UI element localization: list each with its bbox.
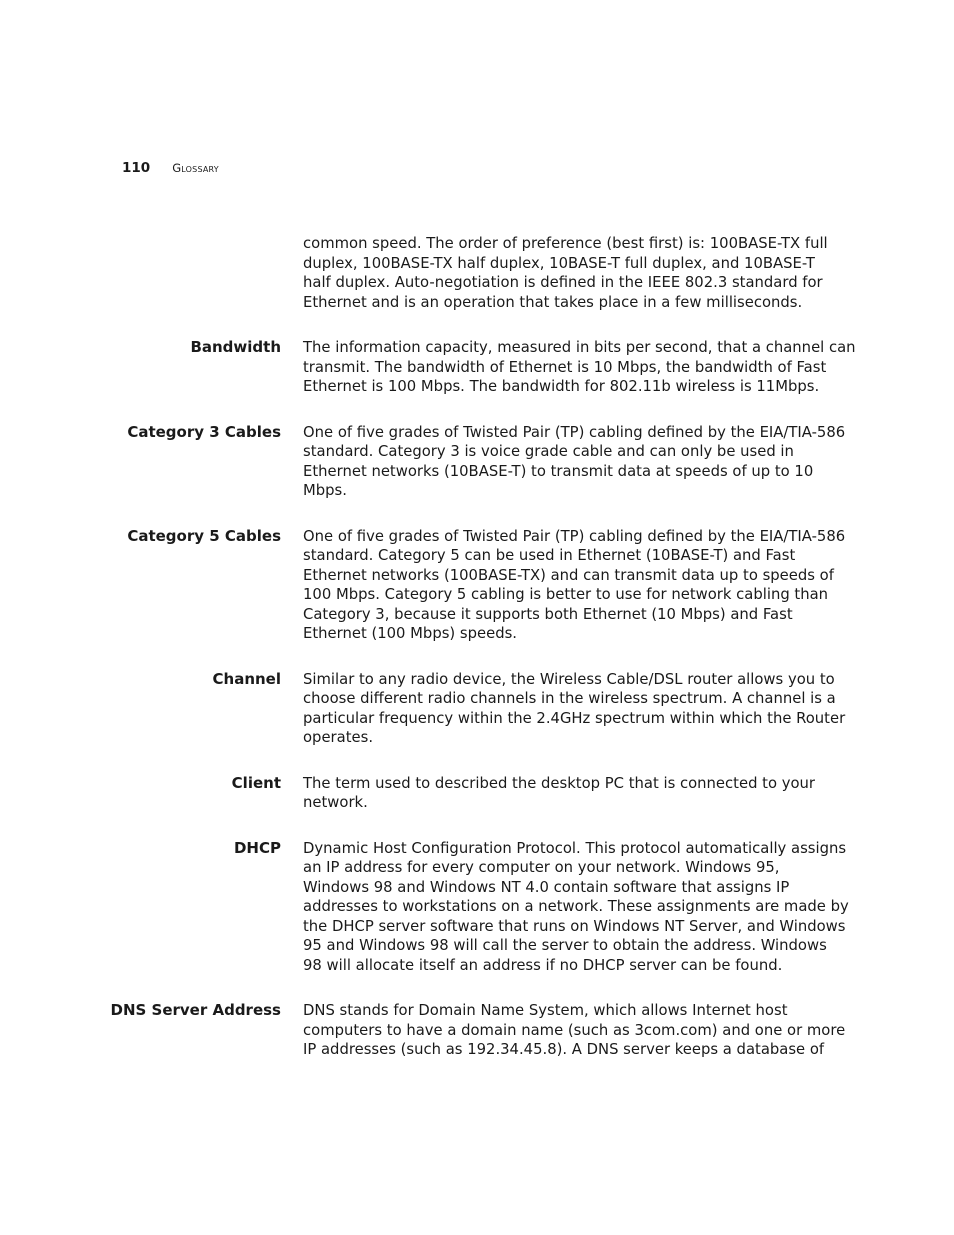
glossary-definition <box>303 670 846 748</box>
glossary-entry-category-3-cables <box>0 423 954 501</box>
definition-line: Ethernet is 100 Mbps. The bandwidth for 802.11b wireless is 11Mbps. <box>303 378 820 395</box>
definition-line: The information capacity, measured in bits per second, that a channel can <box>303 339 856 356</box>
glossary-term: DHCP <box>233 838 281 857</box>
glossary-definition <box>303 839 849 976</box>
definition-line: Windows 98 and Windows NT 4.0 contain software that assigns IP <box>303 878 790 896</box>
definition-line: common speed. The order of preference (best first) is: 100BASE-TX full <box>303 235 828 252</box>
definition-line: The term used to described the desktop PC that is connected to your <box>303 774 816 792</box>
glossary-term: Channel <box>212 669 281 688</box>
glossary-definition <box>303 234 828 312</box>
glossary-entry-bandwidth <box>0 338 954 397</box>
glossary-definition <box>303 1001 846 1060</box>
definition-line: standard. Category 5 can be used in Ethernet (10BASE-T) and Fast <box>303 547 796 564</box>
definition-line: Ethernet networks (10BASE-T) to transmit data at speeds of up to 10 <box>303 462 814 480</box>
glossary-definition <box>303 338 856 397</box>
glossary-list <box>0 234 954 1060</box>
definition-line: 95 and Windows 98 will call the server to obtain the address. Windows <box>303 937 827 954</box>
definition-line: 98 will allocate itself an address if no DHCP server can be found. <box>303 956 783 974</box>
glossary-term: Category 5 Cables <box>127 526 281 545</box>
section-title: Glossary <box>172 161 219 175</box>
glossary-continuation <box>0 234 954 312</box>
definition-line: computers to have a domain name (such as 3com.com) and one or more <box>303 1021 846 1039</box>
glossary-entry-dns-server-address <box>0 1001 954 1060</box>
definition-line: an IP address for every computer on your network. Windows 95, <box>303 859 780 876</box>
definition-line: standard. Category 3 is voice grade cable and can only be used in <box>303 443 794 460</box>
definition-line: operates. <box>303 729 374 746</box>
glossary-term: Bandwidth <box>190 338 281 356</box>
definition-line: network. <box>303 794 368 811</box>
definition-line: Mbps. <box>303 482 347 499</box>
glossary-entry-dhcp <box>0 839 954 976</box>
definition-line: One of five grades of Twisted Pair (TP) cabling defined by the EIA/TIA-586 <box>303 423 846 441</box>
glossary-entry-client <box>0 774 954 813</box>
definition-line: Category 3, because it supports both Ethernet (10 Mbps) and Fast <box>303 605 793 623</box>
definition-line: Ethernet and is an operation that takes place in a few milliseconds. <box>303 293 803 311</box>
glossary-term: DNS Server Address <box>110 1001 281 1019</box>
glossary-term: Client <box>231 773 281 792</box>
running-header <box>122 160 219 180</box>
glossary-definition <box>303 774 815 813</box>
definition-line: the DHCP server software that runs on Windows NT Server, and Windows <box>303 917 846 935</box>
definition-line: 100 Mbps. Category 5 cabling is better to use for network cabling than <box>303 586 829 603</box>
definition-line: choose different radio channels in the wireless spectrum. A channel is a <box>303 690 836 707</box>
definition-line: Dynamic Host Configuration Protocol. This protocol automatically assigns <box>303 839 847 857</box>
glossary-definition <box>303 527 846 644</box>
definition-line: IP addresses (such as 192.34.45.8). A DNS server keeps a database of <box>303 1041 825 1058</box>
definition-line: Similar to any radio device, the Wireless Cable/DSL router allows you to <box>303 670 835 688</box>
definition-line: One of five grades of Twisted Pair (TP) cabling defined by the EIA/TIA-586 <box>303 527 846 545</box>
definition-line: transmit. The bandwidth of Ethernet is 10 Mbps, the bandwidth of Fast <box>303 358 827 376</box>
definition-line: half duplex. Auto-negotiation is defined in the IEEE 802.3 standard for <box>303 274 823 291</box>
glossary-entry-category-5-cables <box>0 527 954 644</box>
definition-line: particular frequency within the 2.4GHz spectrum within which the Router <box>303 709 846 727</box>
definition-line: Ethernet (100 Mbps) speeds. <box>303 625 518 642</box>
definition-line: DNS stands for Domain Name System, which allows Internet host <box>303 1002 788 1019</box>
glossary-term: Category 3 Cables <box>127 422 281 441</box>
definition-line: Ethernet networks (100BASE-TX) and can transmit data up to speeds of <box>303 566 834 584</box>
glossary-definition <box>303 423 846 501</box>
page-number: 110 <box>122 160 151 176</box>
glossary-entry-channel <box>0 670 954 748</box>
definition-line: duplex, 100BASE-TX half duplex, 10BASE-T full duplex, and 10BASE-T <box>303 254 815 272</box>
definition-line: addresses to workstations on a network. These assignments are made by <box>303 898 849 915</box>
